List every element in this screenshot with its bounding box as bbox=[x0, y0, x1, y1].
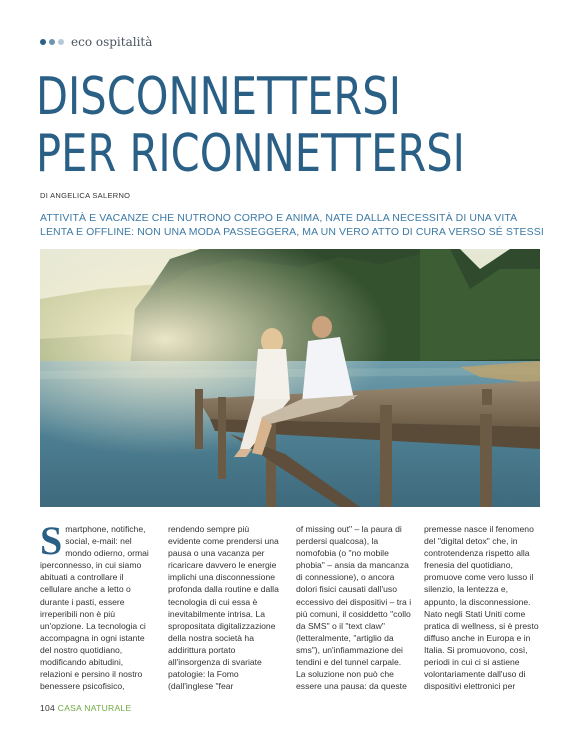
page-number: 104 bbox=[40, 703, 56, 713]
section-dot bbox=[49, 39, 55, 45]
article-title-line1: DISCONNETTERSI bbox=[36, 67, 401, 127]
article-body bbox=[40, 523, 540, 713]
body-column-2: rendendo sempre più evidente come prendersi una pausa o una vacanza per ricaricare davvero le energie implichi una disconnessione profonda dalla routine e dalla tecnologia di cui essa è inevitabilmente intrisa. La spropositata digitalizzazione della nostra società ha addirittura portato all'insorgenza di svariate patologie: la Fomo (dall'inglese "fear bbox=[168, 524, 279, 692]
body-column-1-text: martphone, notifiche, social, e-mail: nel mondo odierno, ormai iperconnesso, in cui siamo abituati a controllare il cellulare anche a letto o durante i pasti, essere irreperibili non è più un'opzione. La tecnologia ci accompagna in ogni istante del nostro quotidiano, modificando abitudini, relazioni e persino il nostro benessere psicofisico, bbox=[40, 524, 149, 692]
section-label: eco ospitalità bbox=[71, 35, 153, 49]
drop-cap: S bbox=[40, 523, 63, 563]
section-dot bbox=[58, 39, 64, 45]
body-column-4: premesse nasce il fenomeno del "digital detox" che, in controtendenza rispetto alla frenesia del quotidiano, promuove come vero lusso il silenzio, la lentezza e, appunto, la disconnessione. Nato negli Stati Uniti come pratica di wellness, si è presto diffuso anche in Europa e in Italia. Si promuovono, così, periodi in cui ci si astiene volontariamente dall'uso di dispositivi elettronici per bbox=[424, 524, 539, 692]
byline: DI ANGELICA SALERNO bbox=[40, 191, 131, 200]
section-tag bbox=[40, 35, 152, 49]
section-dot bbox=[40, 39, 46, 45]
page-footer bbox=[40, 703, 131, 713]
standfirst: ATTIVITÀ E VACANZE CHE NUTRONO CORPO E ANIMA, NATE DALLA NECESSITÀ DI UNA VITA LENTA E OFFLINE: NON UNA MODA PASSEGGERA, MA UN VERO ATTO DI CURA VERSO SÉ STESSI bbox=[40, 212, 544, 238]
article-photo bbox=[40, 249, 540, 507]
magazine-name: CASA NATURALE bbox=[57, 703, 132, 713]
body-column-3: of missing out" – la paura di perdersi qualcosa), la nomofobia (o "no mobile phobia" – ansia da mancanza di connessione), o ancora dolori fisici causati dall'uso eccessivo dei dispositivi – tra i più comuni, il cosiddetto "collo da SMS" o il "text claw" (letteralmente, "artiglio da sms"), un'infiammazione dei tendini e del tunnel carpale. La soluzione non può che essere una pausa: da queste bbox=[296, 524, 412, 692]
body-column-1 bbox=[40, 523, 156, 713]
article-title-line2: PER RICONNETTERSI bbox=[36, 124, 465, 184]
